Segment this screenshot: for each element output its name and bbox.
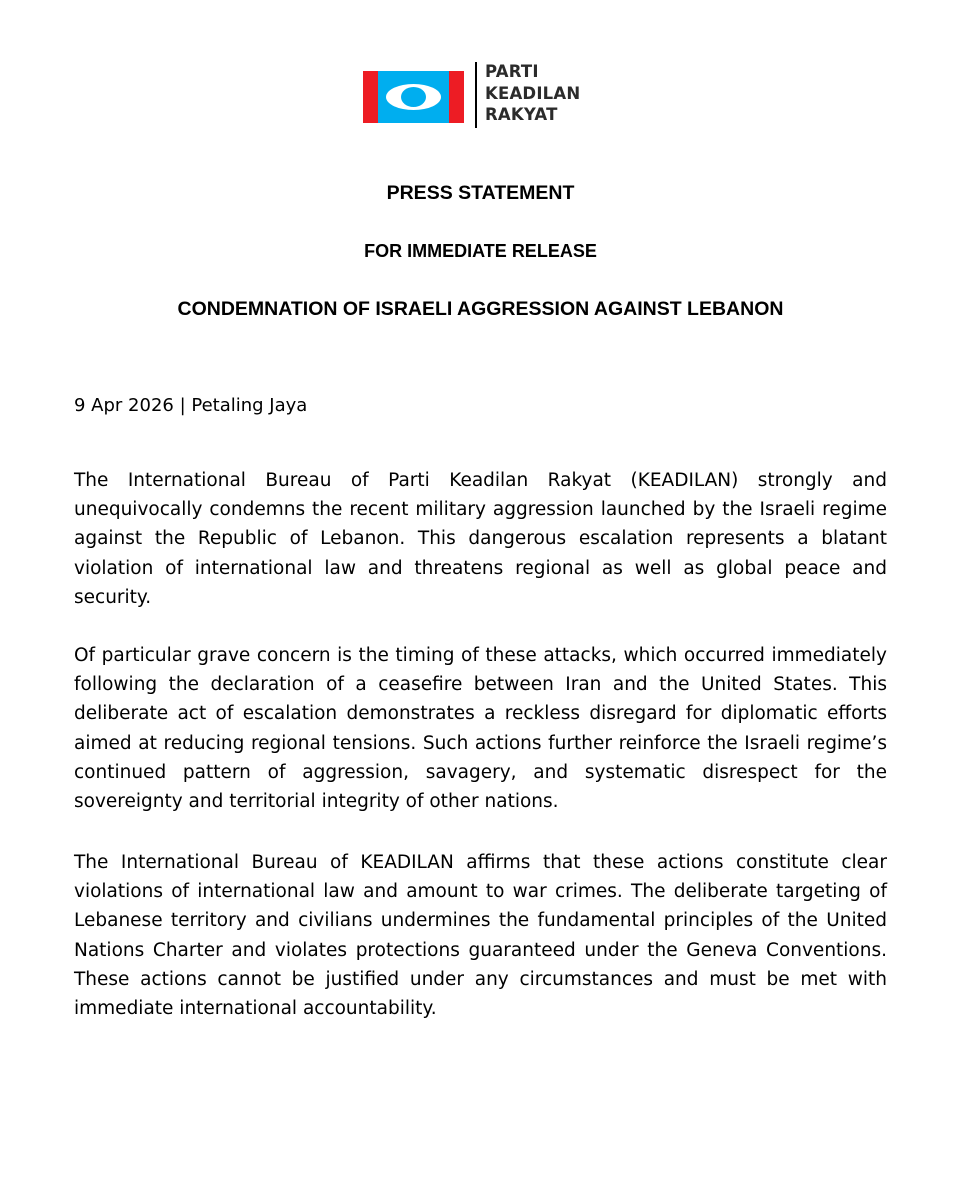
logo-red-band	[363, 71, 378, 123]
body-paragraph-3: The International Bureau of KEADILAN affirms that these actions constitute clear violations of international law and amount to war crimes. The deliberate targeting of Lebanese territory and civilians undermines the fundamental principles of the United Nations Charter and violates protections guaranteed under the Geneva Conventions. These actions cannot be justified under any circumstances and must be met with immediate international accountability.	[74, 852, 887, 1020]
logo-eye-shape	[386, 84, 441, 110]
logo-line-3: RAKYAT	[485, 105, 558, 124]
statement-title: CONDEMNATION OF ISRAELI AGGRESSION AGAINST LEBANON	[177, 298, 784, 320]
logo-red-band	[449, 71, 464, 123]
logo-line-2: KEADILAN	[485, 83, 581, 103]
logo-line-1: PARTI	[485, 62, 539, 81]
release-notice: FOR IMMEDIATE RELEASE	[364, 241, 597, 261]
press-statement-heading: PRESS STATEMENT	[386, 182, 575, 204]
party-logo	[363, 60, 603, 130]
body-paragraph-2: Of particular grave concern is the timing of these attacks, which occurred immediately following the declaration of a ceasefire between Iran and the United States. This deliberate act of escalation demonstrates a reckless disregard for diplomatic efforts aimed at reducing regional tensions. Such actions further reinforce the Israeli regime’s continued pattern of aggression, savagery, and systematic disrespect for the sovereignty and territorial integrity of other nations.	[74, 645, 887, 813]
logo-wordmark	[485, 61, 603, 126]
body-paragraph-1: The International Bureau of Parti Keadilan Rakyat (KEADILAN) strongly and unequivocally condemns the recent military aggression launched by the Israeli regime against the Republic of Lebanon. This dangerous escalation represents a blatant violation of international law and threatens regional as well as global peace and security.	[74, 470, 887, 608]
dateline: 9 Apr 2026 | Petaling Jaya	[74, 395, 308, 416]
keadilan-eye-icon	[363, 71, 464, 123]
logo-divider	[475, 62, 477, 128]
logo-pupil	[401, 87, 426, 107]
logo-blue-band	[378, 71, 449, 123]
